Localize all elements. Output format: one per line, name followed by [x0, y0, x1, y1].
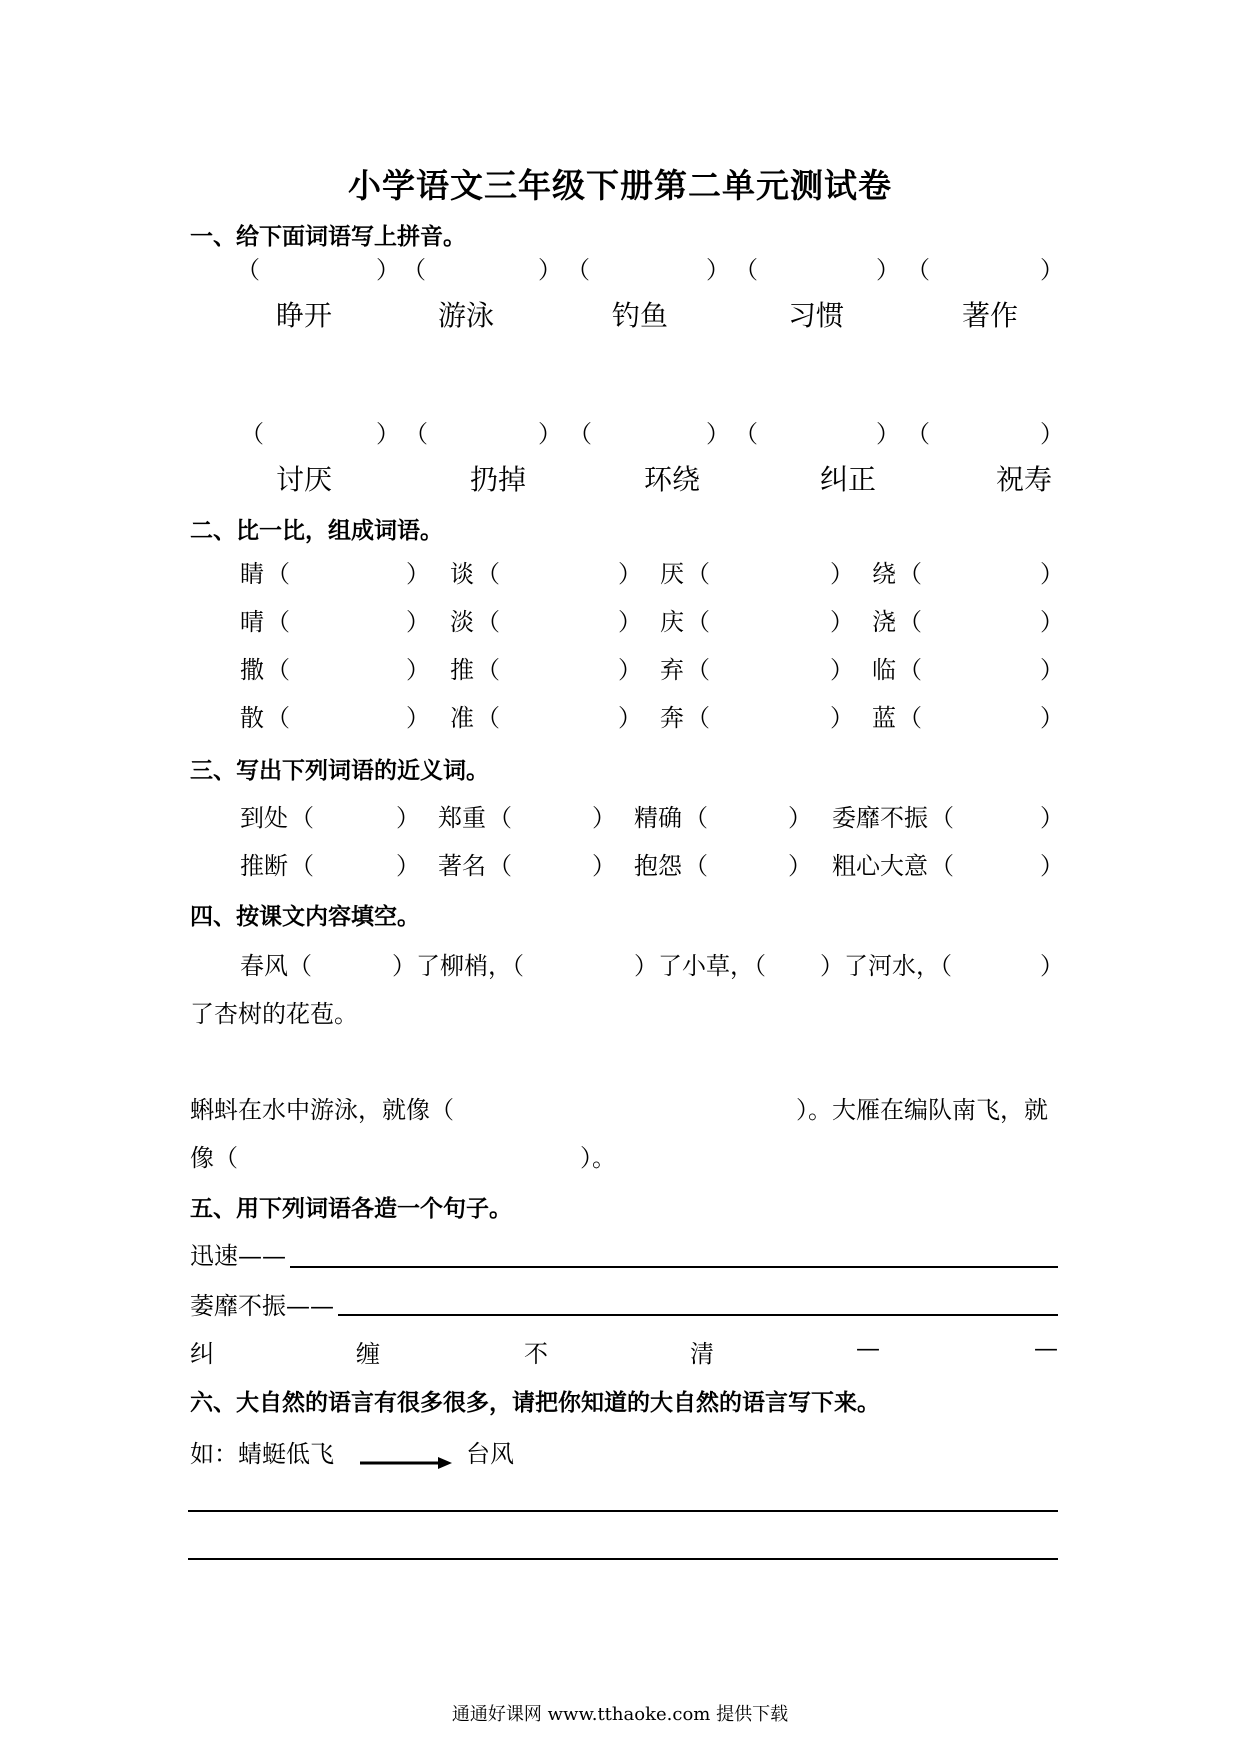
spread-char: 不 — [524, 1340, 548, 1368]
page-title: 小学语文三年级下册第二单元测试卷 — [348, 166, 892, 205]
paren-open: （ — [686, 704, 710, 732]
paren-open: （ — [488, 852, 512, 880]
char: 撒 — [240, 656, 264, 684]
paren-close: ） — [876, 420, 900, 448]
footer: 通通好课网 www.tthaoke.com 提供下载 — [451, 1704, 789, 1725]
word: 扔掉 — [470, 463, 527, 496]
paren-close: ） — [830, 656, 854, 684]
paren-close: ） — [618, 608, 642, 636]
char: 谈 — [450, 560, 474, 588]
paren-close: ） — [376, 420, 400, 448]
paren-close: ） — [396, 852, 420, 880]
char: 睛 — [240, 560, 264, 588]
paren-open: （ — [734, 256, 758, 284]
answer-line — [290, 1266, 1058, 1268]
paren-close: ） — [406, 608, 430, 636]
paren-close: ） — [538, 420, 562, 448]
paren-close: ） — [788, 804, 812, 832]
fill-text: 了杏树的花苞。 — [190, 1000, 358, 1028]
paren-close: ） — [618, 656, 642, 684]
section-2-heading: 二、比一比，组成词语。 — [190, 517, 443, 544]
section-3-heading: 三、写出下列词语的近义词。 — [190, 757, 489, 784]
paren-open: （ — [930, 804, 954, 832]
paren-open: （ — [404, 420, 428, 448]
char: 厌 — [660, 560, 684, 588]
paren-open: （ — [568, 420, 592, 448]
paren-close: ） — [1040, 704, 1064, 732]
paren-close: ） — [1040, 256, 1064, 284]
paren-open: （ — [906, 256, 930, 284]
paren-open: （ — [734, 420, 758, 448]
paren-open: （ — [898, 704, 922, 732]
section-1-heading: 一、给下面词语写上拼音。 — [190, 223, 466, 250]
paren-close: ） — [396, 804, 420, 832]
answer-line — [188, 1510, 1058, 1512]
word: 推断 — [240, 852, 288, 880]
section-5-heading: 五、用下列词语各造一个句子。 — [190, 1195, 512, 1222]
word: 粗心大意 — [832, 852, 928, 880]
char: 淡 — [450, 608, 474, 636]
spread-char: 缠 — [356, 1340, 380, 1368]
word: 委靡不振 — [832, 804, 928, 832]
paren-open: （ — [906, 420, 930, 448]
char: 蓝 — [872, 704, 896, 732]
char: 浇 — [872, 608, 896, 636]
sentence-word: 萎靡不振—— — [190, 1292, 334, 1320]
paren-open: （ — [488, 804, 512, 832]
paren-close: ） — [538, 256, 562, 284]
char: 散 — [240, 704, 264, 732]
paren-close: ） — [876, 256, 900, 284]
paren-close: ） — [592, 852, 616, 880]
paren-close: ） — [1040, 656, 1064, 684]
paren-open: （ — [684, 804, 708, 832]
paren-close: ） — [618, 560, 642, 588]
char: 临 — [872, 656, 896, 684]
char: 奔 — [660, 704, 684, 732]
char: 晴 — [240, 608, 264, 636]
spread-char: — — [856, 1334, 880, 1362]
paren-close: ） — [1040, 608, 1064, 636]
example-text: 如：蜻蜓低飞 — [190, 1440, 334, 1468]
word: 到处 — [240, 804, 288, 832]
word: 讨厌 — [276, 463, 333, 496]
paren-open: （ — [686, 656, 710, 684]
fill-text: ）了小草，（ — [634, 952, 766, 980]
paren-close: ） — [406, 704, 430, 732]
paren-open: （ — [266, 608, 290, 636]
char: 绕 — [872, 560, 896, 588]
paren-open: （ — [930, 852, 954, 880]
word: 郑重 — [438, 804, 486, 832]
paren-open: （ — [476, 656, 500, 684]
char: 准 — [450, 704, 474, 732]
word: 纠正 — [820, 463, 877, 496]
word: 环绕 — [644, 463, 701, 496]
spread-char: — — [1034, 1334, 1058, 1362]
fill-text: ）。大雁在编队南飞，就 — [796, 1096, 1048, 1124]
fill-text: ） — [1040, 952, 1064, 980]
word: 精确 — [634, 804, 682, 832]
fill-text: ）了柳梢，（ — [392, 952, 524, 980]
fill-text: 春风（ — [240, 952, 312, 980]
word: 抱怨 — [634, 852, 682, 880]
paren-close: ） — [618, 704, 642, 732]
paren-close: ） — [1040, 804, 1064, 832]
paren-open: （ — [898, 608, 922, 636]
spread-char: 纠 — [190, 1340, 214, 1368]
paren-open: （ — [898, 560, 922, 588]
paren-close: ） — [1040, 420, 1064, 448]
paren-open: （ — [686, 608, 710, 636]
paren-open: （ — [266, 704, 290, 732]
paren-close: ） — [376, 256, 400, 284]
paren-open: （ — [402, 256, 426, 284]
char: 庆 — [660, 608, 684, 636]
word: 祝寿 — [996, 463, 1053, 496]
paren-close: ） — [1040, 560, 1064, 588]
spread-char: 清 — [690, 1340, 714, 1368]
paren-close: ） — [406, 560, 430, 588]
paren-open: （ — [266, 560, 290, 588]
paren-close: ） — [706, 420, 730, 448]
word: 著名 — [438, 852, 486, 880]
paren-close: ） — [706, 256, 730, 284]
paren-open: （ — [236, 256, 260, 284]
word: 著作 — [962, 299, 1019, 332]
section-6-heading: 六、大自然的语言有很多很多，请把你知道的大自然的语言写下来。 — [190, 1389, 880, 1416]
fill-text: ）。 — [580, 1144, 616, 1172]
paren-open: （ — [290, 804, 314, 832]
example-result: 台风 — [466, 1440, 514, 1468]
word: 习惯 — [788, 299, 845, 332]
paren-open: （ — [684, 852, 708, 880]
char: 推 — [450, 656, 474, 684]
paren-open: （ — [686, 560, 710, 588]
paren-close: ） — [830, 608, 854, 636]
paren-close: ） — [406, 656, 430, 684]
paren-open: （ — [240, 420, 264, 448]
paren-open: （ — [290, 852, 314, 880]
paren-close: ） — [788, 852, 812, 880]
answer-line — [188, 1558, 1058, 1560]
answer-line — [338, 1314, 1058, 1316]
paren-open: （ — [898, 656, 922, 684]
word: 游泳 — [438, 299, 495, 332]
fill-text: 像（ — [190, 1144, 238, 1172]
paren-close: ） — [830, 704, 854, 732]
char: 弃 — [660, 656, 684, 684]
paren-open: （ — [266, 656, 290, 684]
paren-open: （ — [566, 256, 590, 284]
word: 睁开 — [276, 299, 333, 332]
paren-close: ） — [830, 560, 854, 588]
paren-close: ） — [592, 804, 616, 832]
word: 钓鱼 — [612, 299, 669, 332]
right-arrow-icon — [360, 1456, 452, 1470]
sentence-word: 迅速—— — [190, 1242, 286, 1270]
paren-open: （ — [476, 704, 500, 732]
paren-open: （ — [476, 608, 500, 636]
section-4-heading: 四、按课文内容填空。 — [190, 903, 420, 930]
fill-text: ）了河水，（ — [820, 952, 952, 980]
fill-text: 蝌蚪在水中游泳，就像（ — [190, 1096, 454, 1124]
paren-open: （ — [476, 560, 500, 588]
paren-close: ） — [1040, 852, 1064, 880]
